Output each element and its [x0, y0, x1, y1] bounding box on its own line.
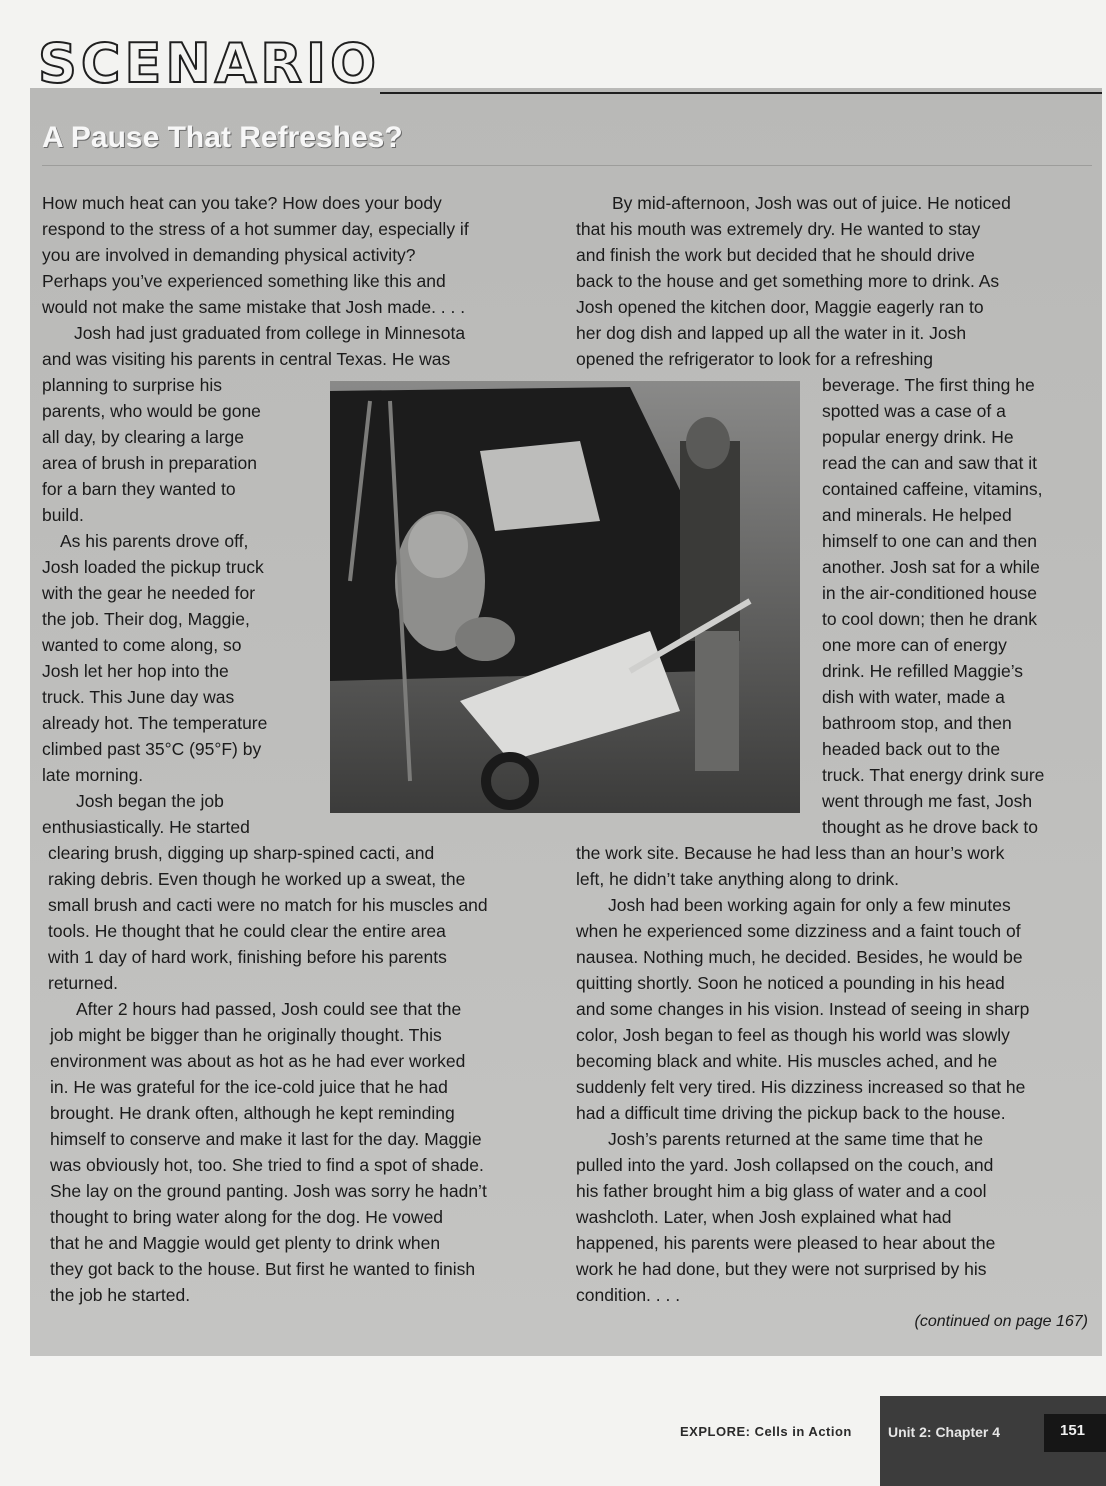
- left-text-line: clearing brush, digging up sharp-spined cacti, and: [48, 843, 435, 863]
- left-text-line: with 1 day of hard work, finishing before his parents: [48, 947, 447, 967]
- left-text-line: the job. Their dog, Maggie,: [42, 609, 250, 629]
- right-text-line: and finish the work but decided that he should drive: [576, 245, 975, 265]
- left-text-line: himself to conserve and make it last for the day. Maggie: [50, 1129, 482, 1149]
- left-text-line: enthusiastically. He started: [42, 817, 250, 837]
- right-text-line: his father brought him a big glass of water and a cool: [576, 1181, 987, 1201]
- right-text-line: thought as he drove back to: [822, 817, 1038, 837]
- right-text-line: that his mouth was extremely dry. He wanted to stay: [576, 219, 981, 239]
- right-text-line: in the air-conditioned house: [822, 583, 1038, 603]
- right-text-line: bathroom stop, and then: [822, 713, 1012, 733]
- left-text-line: and was visiting his parents in central Texas. He was: [42, 349, 451, 369]
- left-text-line: brought. He drank often, although he kept reminding: [50, 1103, 455, 1123]
- right-text-line: read the can and saw that it: [822, 453, 1037, 473]
- right-text-line: left, he didn’t take anything along to drink.: [576, 869, 899, 889]
- right-text-line: another. Josh sat for a while: [822, 557, 1040, 577]
- left-text-line: As his parents drove off,: [60, 531, 249, 551]
- right-text-line: color, Josh began to feel as though his world was slowly: [576, 1025, 1010, 1045]
- right-text-line: her dog dish and lapped up all the water in it. Josh: [576, 323, 967, 343]
- left-text-line: you are involved in demanding physical activity?: [42, 245, 416, 265]
- left-text-line: all day, by clearing a large: [42, 427, 245, 447]
- left-text-line: How much heat can you take? How does your body: [42, 193, 442, 213]
- left-text-line: already hot. The temperature: [42, 713, 268, 733]
- left-text-line: tools. He thought that he could clear the entire area: [48, 921, 446, 941]
- left-text-line: After 2 hours had passed, Josh could see that the: [76, 999, 462, 1019]
- right-text-line: headed back out to the: [822, 739, 1001, 759]
- right-text-line: becoming black and white. His muscles ached, and he: [576, 1051, 998, 1071]
- scenario-title: A Pause That Refreshes?: [42, 121, 403, 154]
- left-text-line: Perhaps you’ve experienced something like this and: [42, 271, 446, 291]
- left-text-line: was obviously hot, too. She tried to find a spot of shade.: [50, 1155, 484, 1175]
- left-text-line: thought to bring water along for the dog. He vowed: [50, 1207, 444, 1227]
- logo-underline: [380, 92, 1102, 94]
- left-text-line: area of brush in preparation: [42, 453, 257, 473]
- right-text-line: work he had done, but they were not surprised by his: [576, 1259, 987, 1279]
- left-text-line: She lay on the ground panting. Josh was sorry he hadn’t: [50, 1181, 487, 1201]
- right-text-line: By mid-afternoon, Josh was out of juice. He noticed: [612, 193, 1011, 213]
- right-text-line: suddenly felt very tired. His dizziness increased so that he: [576, 1077, 1026, 1097]
- right-text-line: the work site. Because he had less than an hour’s work: [576, 843, 1005, 863]
- right-text-line: Josh’s parents returned at the same time that he: [608, 1129, 984, 1149]
- right-text-line: condition. . . .: [576, 1285, 681, 1305]
- right-text-line: quitting shortly. Soon he noticed a pounding in his head: [576, 973, 1005, 993]
- left-text-line: truck. This June day was: [42, 687, 235, 707]
- left-text-line: Josh began the job: [76, 791, 224, 811]
- scenario-logo: SCENARIO: [38, 32, 380, 95]
- right-text-line: went through me fast, Josh: [822, 791, 1033, 811]
- right-text-line: truck. That energy drink sure: [822, 765, 1045, 785]
- right-text-line: happened, his parents were pleased to hear about the: [576, 1233, 996, 1253]
- right-text-line: one more can of energy: [822, 635, 1007, 655]
- left-text-line: parents, who would be gone: [42, 401, 261, 421]
- left-text-line: planning to surprise his: [42, 375, 222, 395]
- footer-unit-label: Unit 2: Chapter 4: [888, 1424, 1001, 1440]
- right-text-line: when he experienced some dizziness and a faint touch of: [576, 921, 1021, 941]
- left-text-line: would not make the same mistake that Josh made. . . .: [42, 297, 466, 317]
- footer-section-label: EXPLORE: Cells in Action: [680, 1424, 852, 1439]
- right-text-line: beverage. The first thing he: [822, 375, 1035, 395]
- left-text-line: job might be bigger than he originally thought. This: [50, 1025, 442, 1045]
- left-text-line: Josh loaded the pickup truck: [42, 557, 264, 577]
- left-text-line: wanted to come along, so: [42, 635, 242, 655]
- right-text-line: Josh opened the kitchen door, Maggie eagerly ran to: [576, 297, 984, 317]
- left-text-line: raking debris. Even though he worked up a sweat, the: [48, 869, 466, 889]
- right-text-line: contained caffeine, vitamins,: [822, 479, 1043, 499]
- right-text-line: dish with water, made a: [822, 687, 1005, 707]
- left-text-line: they got back to the house. But first he wanted to finish: [50, 1259, 476, 1279]
- right-text-line: nausea. Nothing much, he decided. Besides, he would be: [576, 947, 1023, 967]
- left-text-line: build.: [42, 505, 84, 525]
- right-text-line: spotted was a case of a: [822, 401, 1006, 421]
- left-text-line: late morning.: [42, 765, 144, 785]
- left-text-line: Josh had just graduated from college in Minnesota: [74, 323, 466, 343]
- left-text-line: small brush and cacti were no match for his muscles and: [48, 895, 488, 915]
- left-text-line: that he and Maggie would get plenty to drink when: [50, 1233, 441, 1253]
- right-text-line: back to the house and get something more to drink. As: [576, 271, 1000, 291]
- right-text-line: opened the refrigerator to look for a refreshing: [576, 349, 934, 369]
- left-text-line: climbed past 35°C (95°F) by: [42, 739, 262, 759]
- right-text-line: pulled into the yard. Josh collapsed on the couch, and: [576, 1155, 994, 1175]
- right-text-line: Josh had been working again for only a few minutes: [608, 895, 1011, 915]
- left-text-line: with the gear he needed for: [42, 583, 256, 603]
- left-text-line: Josh let her hop into the: [42, 661, 229, 681]
- wheelbarrow-photo: [330, 381, 800, 813]
- right-text-line: and some changes in his vision. Instead of seeing in sharp: [576, 999, 1030, 1019]
- right-text-line: had a difficult time driving the pickup back to the house.: [576, 1103, 1006, 1123]
- right-text-line: popular energy drink. He: [822, 427, 1014, 447]
- continued-note: (continued on page 167): [914, 1313, 1088, 1330]
- title-divider: [42, 165, 1092, 166]
- left-text-line: respond to the stress of a hot summer day, especially if: [42, 219, 469, 239]
- right-text-line: himself to one can and then: [822, 531, 1038, 551]
- left-text-line: in. He was grateful for the ice-cold juice that he had: [50, 1077, 448, 1097]
- left-text-line: the job he started.: [50, 1285, 191, 1305]
- right-text-line: washcloth. Later, when Josh explained what had: [576, 1207, 952, 1227]
- page-number: 151: [1060, 1422, 1086, 1439]
- right-text-line: to cool down; then he drank: [822, 609, 1038, 629]
- right-text-line: and minerals. He helped: [822, 505, 1012, 525]
- left-text-line: environment was about as hot as he had ever worked: [50, 1051, 466, 1071]
- right-text-line: drink. He refilled Maggie’s: [822, 661, 1024, 681]
- left-text-line: returned.: [48, 973, 119, 993]
- left-text-line: for a barn they wanted to: [42, 479, 236, 499]
